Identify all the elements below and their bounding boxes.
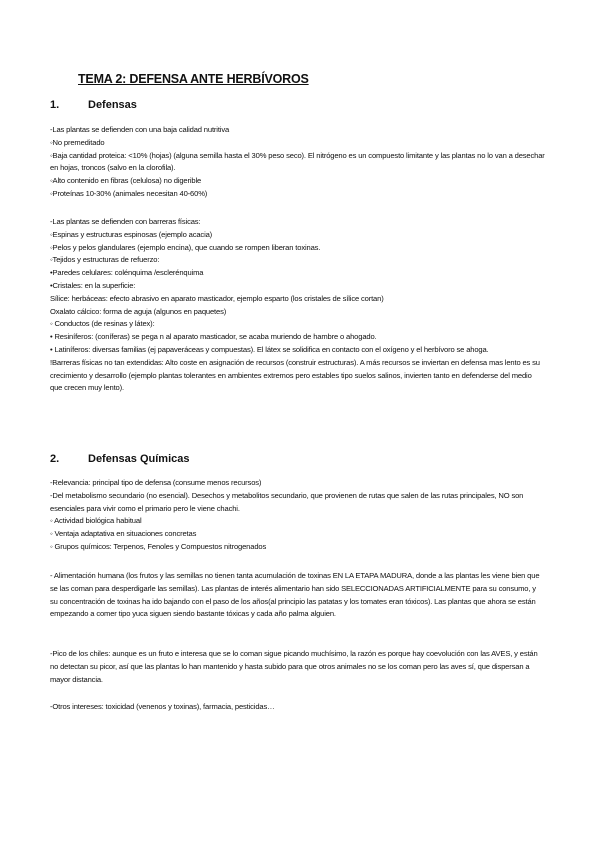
text-line: ◦ Conductos (de resinas y látex):	[50, 319, 155, 329]
text-line: ◦ Ventaja adaptativa en situaciones concretas	[50, 529, 197, 539]
section-1-nutrition-paragraph	[50, 124, 545, 201]
text-line: ◦Tejidos y estructuras de refuerzo:	[50, 255, 160, 265]
section-1-number: 1.	[50, 99, 60, 111]
text-line: •Paredes celulares: colénquima /esclerénquima	[50, 268, 204, 278]
text-line: ◦Pelos y pelos glandulares (ejemplo encina), que cuando se rompen liberan toxinas.	[50, 242, 321, 252]
text-line: - Alimentación humana (los frutos y las semillas no tienen tanta acumulación de toxinas EN LA ETAPA MADURA, donde a las plantas les viene bien que se las coman para desperdigarle las semillas). Las plantas de interés alimentario han sido SELECCIONADAS ARTIFICIALMENTE para su consumo, y su concentración de toxinas ha ido bajando con el paso de los años(al principio las patatas y los tomates eran tóxicos). Las plantas que ahora se están empezando a comer tipo yuca siguen siendo bastante tóxicas y cada año palma alguien.	[50, 571, 540, 619]
text-line: -Otros intereses: toxicidad (venenos y toxinas), farmacia, pesticidas…	[50, 702, 275, 711]
page-title: TEMA 2: DEFENSA ANTE HERBÍVOROS	[78, 72, 309, 86]
text-line: Oxalato cálcico: forma de aguja (algunos en paquetes)	[50, 306, 227, 316]
section-2-number: 2.	[50, 453, 60, 465]
section-2-chili-paragraph	[50, 648, 545, 686]
text-line: -Pico de los chiles: aunque es un fruto e interesa que se lo coman sigue picando muchísimo, la razón es porque hay coevolución con las AVES, y están no detectan su picor, así que las plantas lo han mantenido y hasta subido para que otros animales no se los coman pero las aves sí, que dispersan a mayor distancia.	[50, 649, 538, 684]
text-line: Sílice: herbáceas: efecto abrasivo en aparato masticador, ejemplo esparto (los cristales de sílice cortan)	[50, 293, 384, 303]
text-line: -Las plantas se defienden con barreras físicas:	[50, 217, 201, 226]
text-line: ◦Proteínas 10-30% (animales necesitan 40-60%)	[50, 188, 208, 198]
section-1-title: Defensas	[88, 99, 137, 111]
text-line: ◦No premeditado	[50, 137, 105, 147]
text-line: ◦Espinas y estructuras espinosas (ejemplo acacia)	[50, 229, 213, 239]
section-1-physical-barriers	[50, 216, 545, 395]
text-line: • Latiníferos: diversas familias (ej papaveráceas y compuestas). El látex se solidifica en contacto con el oxígeno y el herbívoro se ahoga.	[50, 344, 489, 354]
section-1-heading	[50, 99, 137, 111]
text-line: !Barreras físicas no tan extendidas: Alto coste en asignación de recursos (construir estructuras). A más recursos se inviertan en defensa mas lento es su crecimiento y desarrollo (ejemplo plantas tolerantes en ambientes extremos pero estables tipo suelos salinos, invierten tanto en defenderse del medio que crecen muy lento).	[50, 357, 540, 393]
text-line: -Relevancia: principal tipo de defensa (consume menos recursos)	[50, 478, 262, 487]
section-2-other-interests	[50, 701, 545, 714]
section-2-title: Defensas Químicas	[88, 453, 190, 465]
text-line: •Cristales: en la superficie:	[50, 280, 136, 290]
section-2-heading	[50, 453, 190, 465]
text-line: -Del metabolismo secundario (no esencial). Desechos y metabolitos secundario, que provienen de rutas que salen de las rutas principales, NO son esenciales para vivir como el primario pero le viene chachi.	[50, 490, 524, 513]
section-2-food-paragraph	[50, 570, 545, 621]
text-line: ◦Baja cantidad proteica: <10% (hojas) (alguna semilla hasta el 30% peso seco). El nitrógeno es un compuesto limitante y las plantas no lo van a desechar en hojas, troncos (salvo en la clorofila).	[50, 150, 545, 173]
text-line: • Resiníferos: (coníferas) se pega n al aparato masticador, se acaba muriendo de hambre o ahogado.	[50, 332, 377, 342]
text-line: -Las plantas se defienden con una baja calidad nutritiva	[50, 125, 230, 134]
text-line: ◦ Actividad biológica habitual	[50, 516, 142, 526]
text-line: ◦ Grupos químicos: Terpenos, Fenoles y Compuestos nitrogenados	[50, 541, 267, 551]
text-line: ◦Alto contenido en fibras (celulosa) no digerible	[50, 176, 202, 186]
section-2-relevance	[50, 477, 545, 554]
